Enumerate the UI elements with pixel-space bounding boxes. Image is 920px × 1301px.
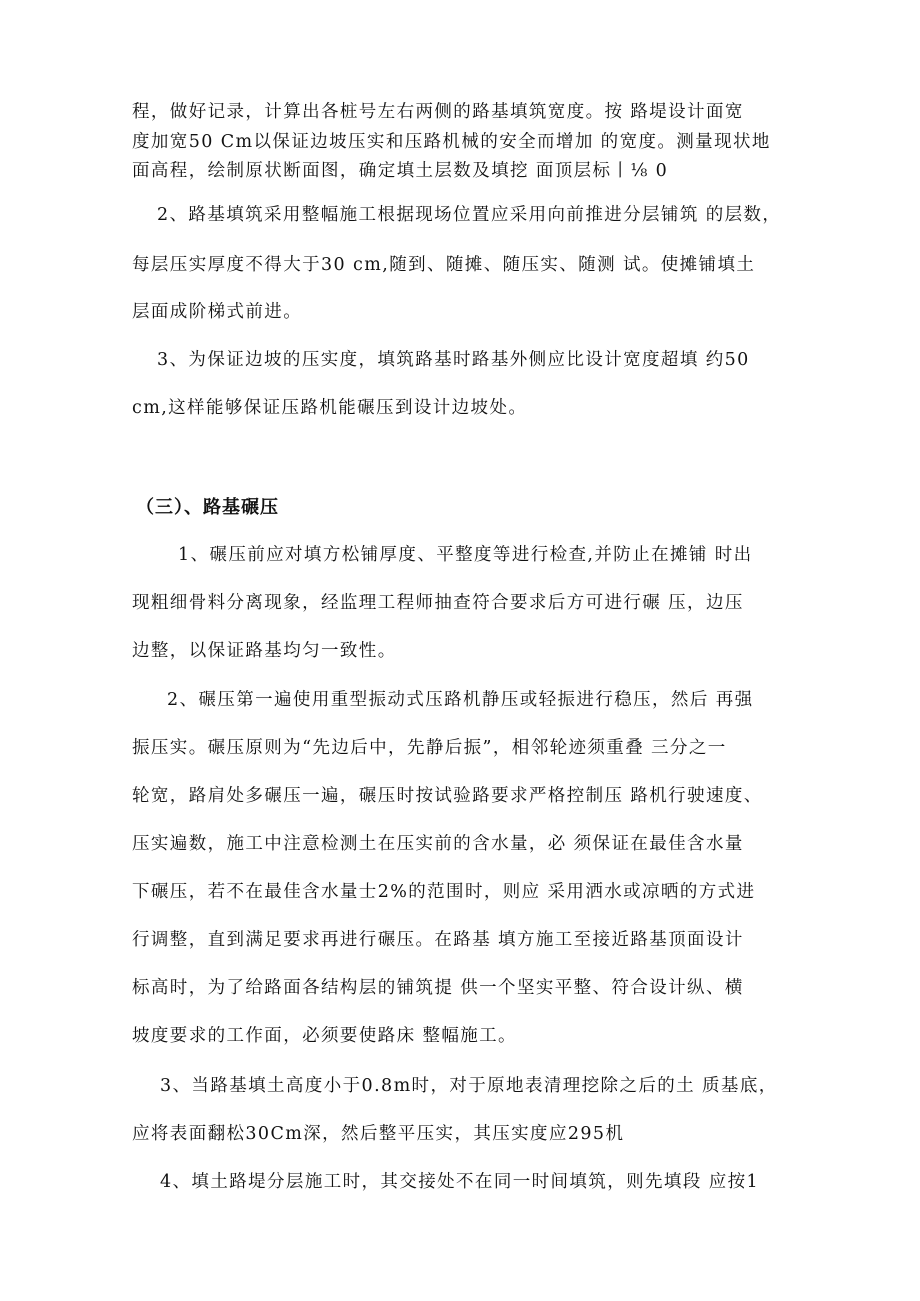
text-line: 度加宽50 Cm以保证边坡压实和压路机械的安全而增加 的宽度。测量现状地: [132, 132, 771, 152]
text-line: 下碾压，若不在最佳含水量士2%的范围时，则应 采用洒水或凉晒的方式进: [132, 882, 756, 902]
text-line: 2、路基填筑采用整幅施工根据现场位置应采用向前推进分层铺筑 的层数，: [157, 205, 782, 225]
text-line: 层面成阶梯式前进。: [132, 302, 303, 322]
text-line: 1、碾压前应对填方松铺厚度、平整度等进行检查,并防止在摊铺 时出: [178, 545, 753, 565]
text-line: 压实遍数，施工中注意检测土在压实前的含水量，必 须保证在最佳含水量: [132, 834, 744, 854]
text-line: 应将表面翻松30Cm深，然后整平压实，其压实度应295机: [132, 1124, 625, 1144]
text-line: 标高时，为了给路面各结构层的铺筑提 供一个坚实平整、符合设计纵、横: [132, 978, 744, 998]
text-line: cm,这样能够保证压路机能碾压到设计边坡处。: [132, 398, 528, 418]
text-line: 程，做好记录，计算出各桩号左右两侧的路基填筑宽度。按 路堤设计面宽: [132, 102, 744, 122]
text-line: 面高程，绘制原状断面图，确定填土层数及填挖 面顶层标丨⅛ 0: [132, 161, 669, 181]
text-line: 每层压实厚度不得大于30 cm,随到、随摊、随压实、随测 试。使摊铺填土: [132, 255, 756, 275]
section-heading: （三）、路基碾压: [136, 497, 279, 518]
text-line: 振压实。碾压原则为“先边后中，先静后振”，相邻轮迹须重叠 三分之一: [132, 738, 727, 758]
text-line: 4、填土路堤分层施工时，其交接处不在同一时间填筑，则先填段 应按1: [160, 1172, 760, 1192]
text-line: 3、为保证边坡的压实度，填筑路基时路基外侧应比设计宽度超填 约50: [157, 350, 750, 370]
text-line: 现粗细骨料分离现象，经监理工程师抽查符合要求后方可进行碾 压，边压: [132, 593, 744, 613]
text-line: 行调整，直到满足要求再进行碾压。在路基 填方施工至接近路基顶面设计: [132, 930, 744, 950]
text-line: 轮宽，路肩处多碾压一遍，碾压时按试验路要求严格控制压 路机行驶速度、: [132, 786, 763, 806]
text-line: 坡度要求的工作面，必须要使路床 整幅施工。: [132, 1026, 517, 1046]
text-line: 边整，以保证路基均匀一致性。: [132, 641, 397, 661]
text-line: 3、当路基填土高度小于0.8m时，对于原地表清理挖除之后的土 质基底，: [160, 1076, 778, 1096]
text-line: 2、碾压第一遍使用重型振动式压路机静压或轻振进行稳压，然后 再强: [167, 690, 754, 710]
